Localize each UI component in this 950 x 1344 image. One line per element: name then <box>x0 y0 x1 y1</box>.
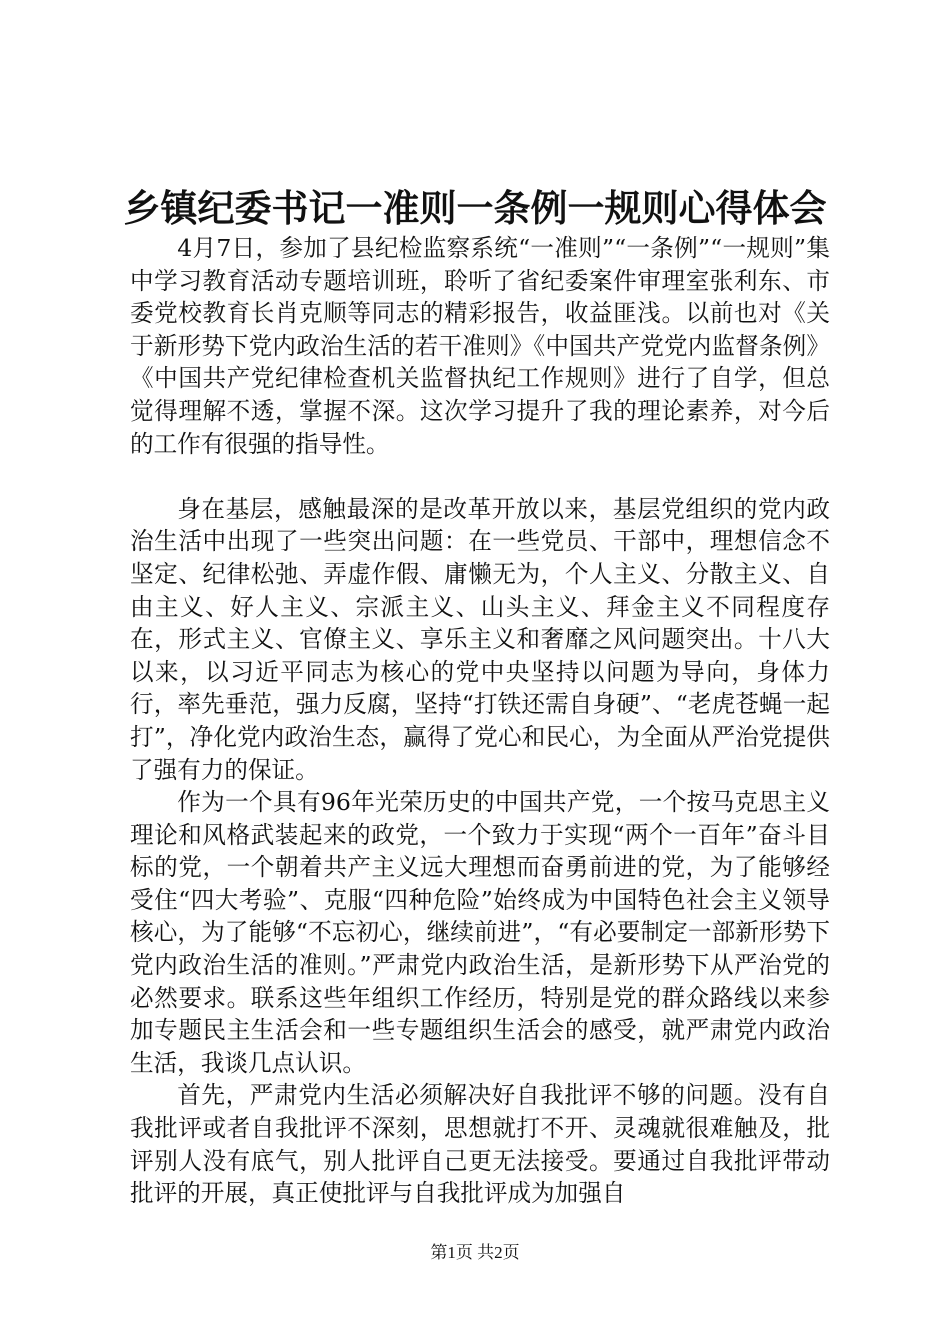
page-number-footer: 第1页 共2页 <box>430 1243 520 1262</box>
paragraph-2: 身在基层，感触最深的是改革开放以来，基层党组织的党内政治生活中出现了一些突出问题：在一些党员、干部中，理想信念不坚定、纪律松弛、弄虚作假、庸懒无为，个人主义、分散主义、自由主义、好人主义、宗派主义、山头主义、拜金主义不同程度存在，形式主义、官僚主义、享乐主义和奢靡之风问题突出。十八大以来，以习近平同志为核心的党中央坚持以问题为导向，身体力行，率先垂范，强力反腐，坚持“打铁还需自身硬”、“老虎苍蝇一起打”，净化党内政治生态，赢得了党心和民心，为全面从严治党提供了强有力的保证。 <box>130 494 830 784</box>
paragraph-1: 4月7日，参加了县纪检监察系统“一准则”“一条例”“一规则”集中学习教育活动专题培训班，聆听了省纪委案件审理室张利东、市委党校教育长肖克顺等同志的精彩报告，收益匪浅。以前也对《关于新形势下党内政治生活的若干准则》《中国共产党党内监督条例》《中国共产党纪律检查机关监督执纪工作规则》进行了自学，但总觉得理解不透，掌握不深。这次学习提升了我的理论素养，对今后的工作有很强的指导性。 <box>130 234 830 458</box>
document-title: 乡镇纪委书记一准则一条例一规则心得体会 <box>123 186 827 230</box>
paragraph-4: 首先，严肃党内生活必须解决好自我批评不够的问题。没有自我批评或者自我批评不深刻，思想就打不开、灵魂就很难触及，批评别人没有底气，别人批评自己更无法接受。要通过自我批评带动批评的开展，真正使批评与自我批评成为加强自 <box>130 1081 830 1208</box>
paragraph-3: 作为一个具有96年光荣历史的中国共产党，一个按马克思主义理论和风格武装起来的政党，一个致力于实现“两个一百年”奋斗目标的党，一个朝着共产主义远大理想而奋勇前进的党，为了能够经受住“四大考验”、克服“四种危险”始终成为中国特色社会主义领导核心，为了能够“不忘初心，继续前进”，“有必要制定一部新形势下党内政治生活的准则。”严肃党内政治生活，是新形势下从严治党的必然要求。联系这些年组织工作经历，特别是党的群众路线以来参加专题民主生活会和一些专题组织生活会的感受，就严肃党内政治生活，我谈几点认识。 <box>130 788 830 1077</box>
document-body <box>130 232 830 1210</box>
